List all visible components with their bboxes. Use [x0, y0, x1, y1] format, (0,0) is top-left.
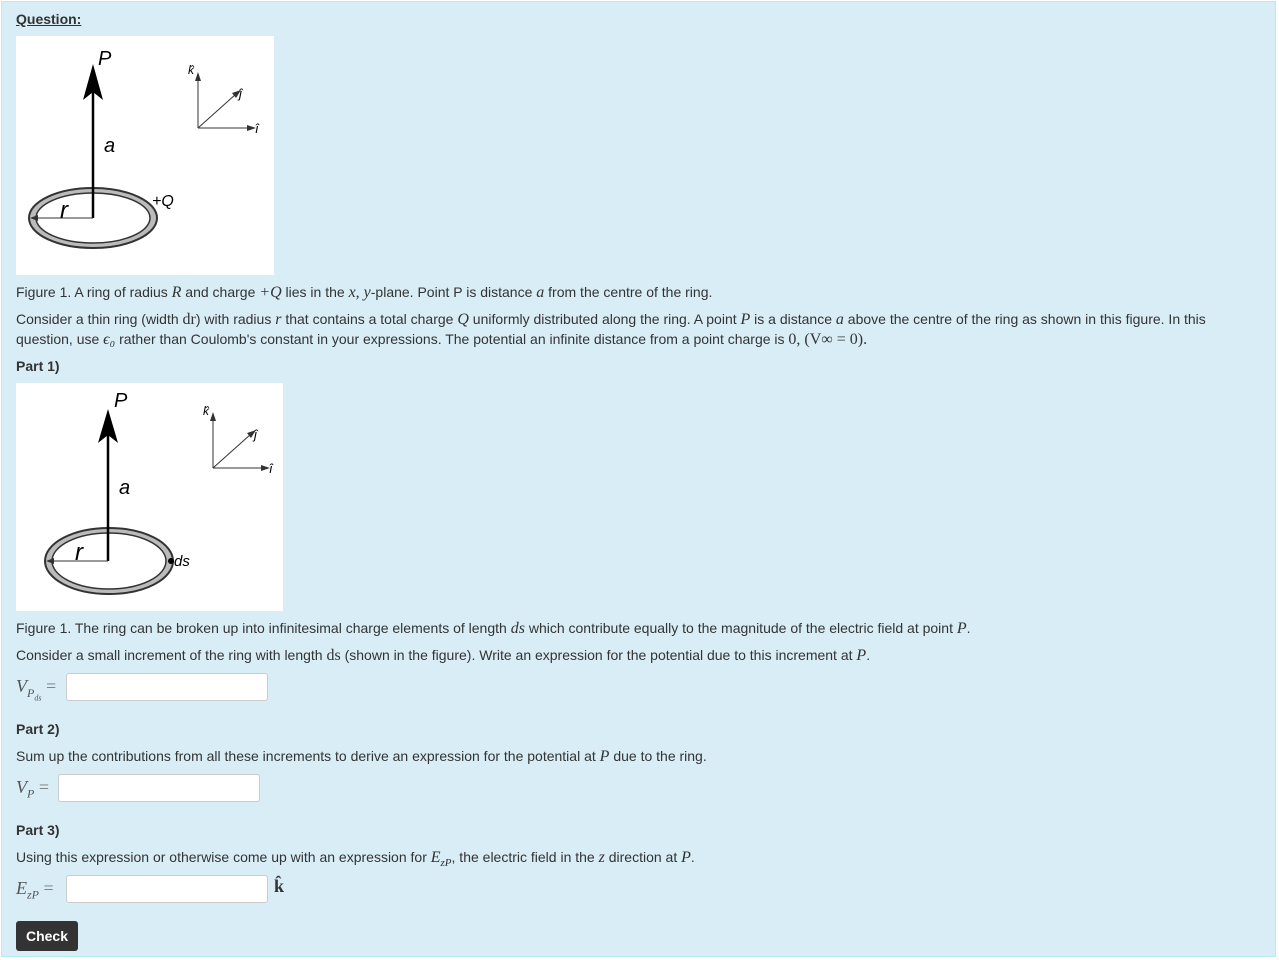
math-sub-zp: zP: [440, 856, 452, 869]
part3-prompt: [16, 847, 695, 873]
part3-answer-input[interactable]: [66, 875, 268, 903]
prompt-text: Consider a small increment of the ring with length: [16, 647, 327, 663]
lhs-v: V: [16, 676, 27, 696]
intro-text: question, use: [16, 331, 104, 347]
lhs-sub-ds: ds: [34, 692, 42, 702]
axis-j-label: ĵ: [254, 427, 257, 442]
part1-lhs: [16, 676, 56, 702]
figure-ring-element: [16, 383, 283, 611]
axis-k-arrow: [195, 72, 201, 81]
unit-k-hat: k̂: [274, 876, 285, 896]
intro-text: is a distance: [750, 311, 836, 327]
label-ds: ds: [174, 553, 190, 570]
caption-text: -plane. Point P is distance: [370, 284, 537, 300]
lhs-sub-p: P: [27, 786, 35, 801]
equals-sign: =: [43, 878, 54, 898]
math-z: z: [598, 849, 605, 866]
math-p: P: [681, 849, 691, 866]
label-a: a: [104, 135, 116, 157]
part2-header: Part 2): [16, 721, 60, 737]
intro-text: above the centre of the ring as shown in this figure. In this: [843, 311, 1206, 327]
intro-text: ) with radius: [195, 311, 276, 327]
equals-sign: =: [38, 777, 49, 797]
intro-line-1: [16, 309, 1206, 330]
math-p: P: [599, 748, 610, 765]
prompt-text: .: [690, 849, 695, 865]
figure1-caption: [16, 282, 712, 303]
intro-text: rather than Coulomb's constant in your expressions. The potential an infinite distance from a point charge is: [115, 331, 789, 347]
math-a: a: [835, 311, 844, 328]
math-ds: ds: [326, 647, 341, 664]
label-p: P: [98, 48, 112, 70]
prompt-text: Using this expression or otherwise come up with an expression for: [16, 849, 431, 865]
prompt-text: Sum up the contributions from all these increments to derive an expression for the potential at: [16, 748, 600, 764]
question-label: Question:: [16, 11, 82, 27]
intro-text: that contains a total charge: [281, 311, 458, 327]
label-p: P: [114, 390, 128, 412]
math-xy: x, y: [348, 284, 371, 301]
lhs-e: E: [16, 878, 27, 898]
intro-line-2: [16, 329, 867, 350]
math-q: Q: [457, 311, 469, 328]
axis-k-label: k̂: [203, 404, 209, 418]
math-r: r: [275, 311, 282, 328]
lhs-sub-p: P: [27, 685, 35, 700]
intro-text: Consider a thin ring (width: [16, 311, 183, 327]
figure-ring-charge: [16, 36, 274, 275]
axis-k-label: k̂: [188, 63, 194, 77]
math-epsilon: ϵ₀: [103, 331, 116, 348]
caption-text: lies in the: [281, 284, 349, 300]
axis-j-line: [198, 94, 236, 128]
label-charge: +Q: [152, 193, 174, 210]
prompt-text: (shown in the figure). Write an expression for the potential due to this increment at: [340, 647, 857, 663]
caption-text: which contribute equally to the magnitude of the electric field at point: [524, 620, 957, 636]
prompt-text: .: [866, 647, 871, 663]
lhs-sub-zp: zP: [27, 887, 39, 902]
axis-i-label: î: [269, 461, 273, 476]
axis-i-label: î: [255, 121, 259, 136]
part1-header: Part 1): [16, 358, 60, 374]
part2-prompt: [16, 746, 707, 767]
part3-lhs: [16, 878, 54, 903]
math-dr: dr: [182, 311, 196, 328]
label-r: r: [75, 539, 83, 566]
check-button[interactable]: Check: [16, 921, 78, 951]
part2-answer-input[interactable]: [58, 774, 260, 802]
label-a: a: [119, 477, 131, 499]
math-r: R: [171, 284, 182, 301]
math-a: a: [536, 284, 545, 301]
prompt-text: , the electric field in the: [451, 849, 599, 865]
math-ds: ds: [510, 620, 525, 637]
equals-sign: =: [45, 676, 57, 696]
caption-text: from the centre of the ring.: [544, 284, 713, 300]
part3-header: Part 3): [16, 822, 60, 838]
lhs-v: V: [16, 777, 27, 797]
caption-text: Figure 1. The ring can be broken up into infinitesimal charge elements of length: [16, 620, 511, 636]
part1-answer-input[interactable]: [66, 673, 268, 701]
axis-j-line: [213, 434, 251, 468]
prompt-text: due to the ring.: [609, 748, 707, 764]
math-p: P: [956, 620, 967, 637]
axis-k-arrow: [210, 412, 216, 421]
part1-caption: [16, 618, 971, 639]
part1-prompt: [16, 645, 870, 666]
caption-text: and charge: [181, 284, 260, 300]
math-p: P: [740, 311, 751, 328]
intro-text: uniformly distributed along the ring. A point: [468, 311, 741, 327]
prompt-text: direction at: [604, 849, 682, 865]
caption-text: Figure 1. A ring of radius: [16, 284, 172, 300]
math-charge: +Q: [259, 284, 282, 301]
axis-j-label: ĵ: [239, 86, 242, 101]
label-r: r: [60, 197, 68, 224]
math-p: P: [856, 647, 867, 664]
caption-text: .: [966, 620, 971, 636]
math-e: E: [430, 849, 441, 866]
part2-lhs: [16, 777, 49, 802]
math-v-infinity: 0, (V∞ = 0).: [788, 331, 868, 348]
